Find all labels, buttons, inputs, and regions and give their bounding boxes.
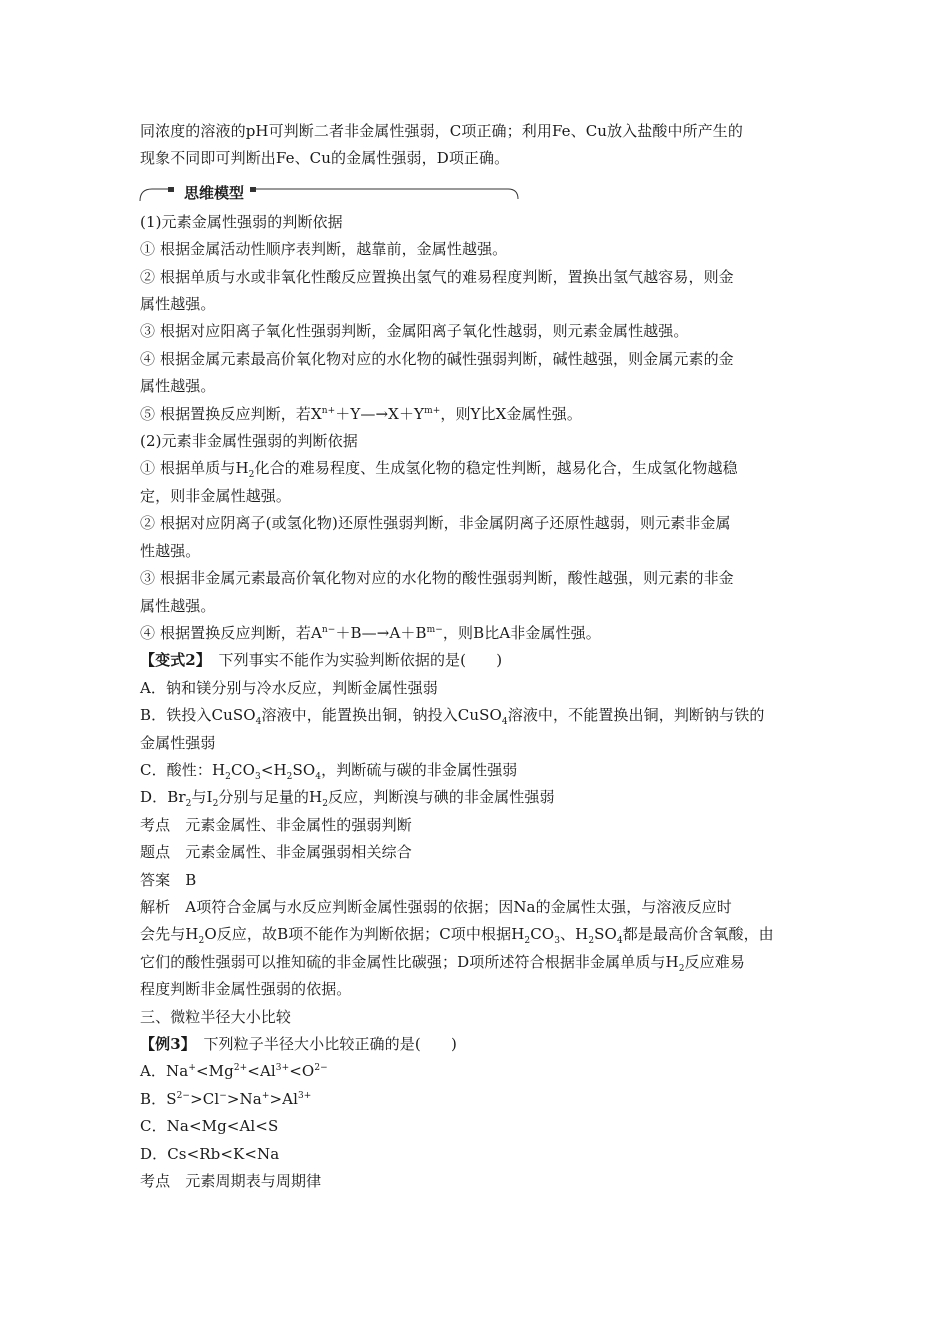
answer: 答案 B [140, 870, 197, 889]
section-heading: 三、微粒半径大小比较 [140, 1007, 292, 1026]
model-line: ③ 根据非金属元素最高价氧化物对应的水化物的酸性强弱判断，酸性越强，则元素的非金 [140, 569, 734, 588]
option-a: A．钠和镁分别与冷水反应，判断金属性强弱 [140, 678, 438, 697]
analysis-line-4: 程度判断非金属性强弱的依据。 [140, 980, 352, 999]
option-b-cont: 金属性强弱 [140, 733, 216, 752]
thinking-model-title: 思维模型 [180, 182, 248, 203]
ex3-option-b: B．$S^{2-}>Cl^->Na^+>Al^{3+}$ [140, 1089, 312, 1108]
model-line-5: ⑤ 根据置换反应判断，若$X^{n+}+Y—\to X+Y^{m+}$，则Y比X金属性强。 [140, 404, 582, 423]
variant2-question: 【变式2】 下列事实不能作为实验判断依据的是( ) [140, 651, 503, 670]
analysis-line-3: 它们的酸性强弱可以推知硫的非金属性比碳强；D项所述符合根据非金属单质与$H_2$反应难易 [140, 952, 745, 974]
option-b: B．铁投入CuSO$_4$溶液中，能置换出铜，钠投入CuSO$_4$溶液中，不能置换出铜，判断钠与铁的 [140, 706, 765, 728]
ex3-option-a: A．$Na^+<Mg^{2+}<Al^{3+}<O^{2-}$ [140, 1062, 328, 1081]
tidian: 题点 元素金属性、非金属强弱相关综合 [140, 843, 412, 862]
model-line: 定，则非金属性越强。 [140, 486, 292, 505]
model-line: (1)元素金属性强弱的判断依据 [140, 212, 343, 231]
intro-line-2: 现象不同即可判断出Fe、Cu的金属性强弱，D项正确。 [140, 149, 510, 168]
model-line: 属性越强。 [140, 295, 216, 314]
model-line: 属性越强。 [140, 596, 216, 615]
thinking-model-header [140, 179, 812, 209]
kaodian: 考点 元素金属性、非金属性的强弱判断 [140, 815, 412, 834]
ex3-kaodian: 考点 元素周期表与周期律 [140, 1172, 322, 1191]
analysis-line-1: 解析 A项符合金属与水反应判断金属性强弱的依据；因Na的金属性太强，与溶液反应时 [140, 897, 732, 916]
model-line: ② 根据对应阴离子(或氢化物)还原性强弱判断，非金属阴离子还原性越弱，则元素非金属 [140, 514, 731, 533]
model-line: ② 根据单质与水或非氧化性酸反应置换出氢气的难易程度判断，置换出氢气越容易，则金 [140, 267, 734, 286]
model-line: (2)元素非金属性强弱的判断依据 [140, 432, 358, 451]
example3-question: 【例3】 下列粒子半径大小比较正确的是( ) [140, 1035, 457, 1053]
option-d: D．$Br_2$与$I_2$分别与足量的$H_2$反应，判断溴与碘的非金属性强弱 [140, 788, 555, 810]
model-line-n1: ① 根据单质与$H_2$化合的难易程度、生成氢化物的稳定性判断，越易化合，生成氢化物越稳 [140, 459, 738, 481]
analysis-line-2: 会先与$H_2O$反应，故B项不能作为判断依据；C项中根据$H_2CO_3$、$H_2SO_4$都是最高价含氧酸，由 [140, 925, 774, 947]
model-line: ④ 根据金属元素最高价氧化物对应的水化物的碱性强弱判断，碱性越强，则金属元素的金 [140, 349, 734, 368]
model-line-n4: ④ 根据置换反应判断，若$A^{n-}+B—\to A+B^{m-}$，则B比A非金属性强。 [140, 623, 601, 642]
ex3-option-c: C．Na<Mg<Al<S [140, 1117, 279, 1136]
model-line: 属性越强。 [140, 377, 216, 396]
ex3-option-d: D．Cs<Rb<K<Na [140, 1144, 280, 1163]
intro-line-1: 同浓度的溶液的pH可判断二者非金属性强弱，C项正确；利用Fe、Cu放入盐酸中所产生的 [140, 122, 743, 140]
option-c: C．酸性：$H_2CO_3<H_2SO_4$，判断硫与碳的非金属性强弱 [140, 760, 518, 782]
model-line: ③ 根据对应阳离子氧化性强弱判断，金属阳离子氧化性越弱，则元素金属性越强。 [140, 322, 689, 341]
document-page [140, 118, 812, 1195]
model-line: ① 根据金属活动性顺序表判断，越靠前，金属性越强。 [140, 240, 508, 259]
model-line: 性越强。 [140, 541, 201, 560]
